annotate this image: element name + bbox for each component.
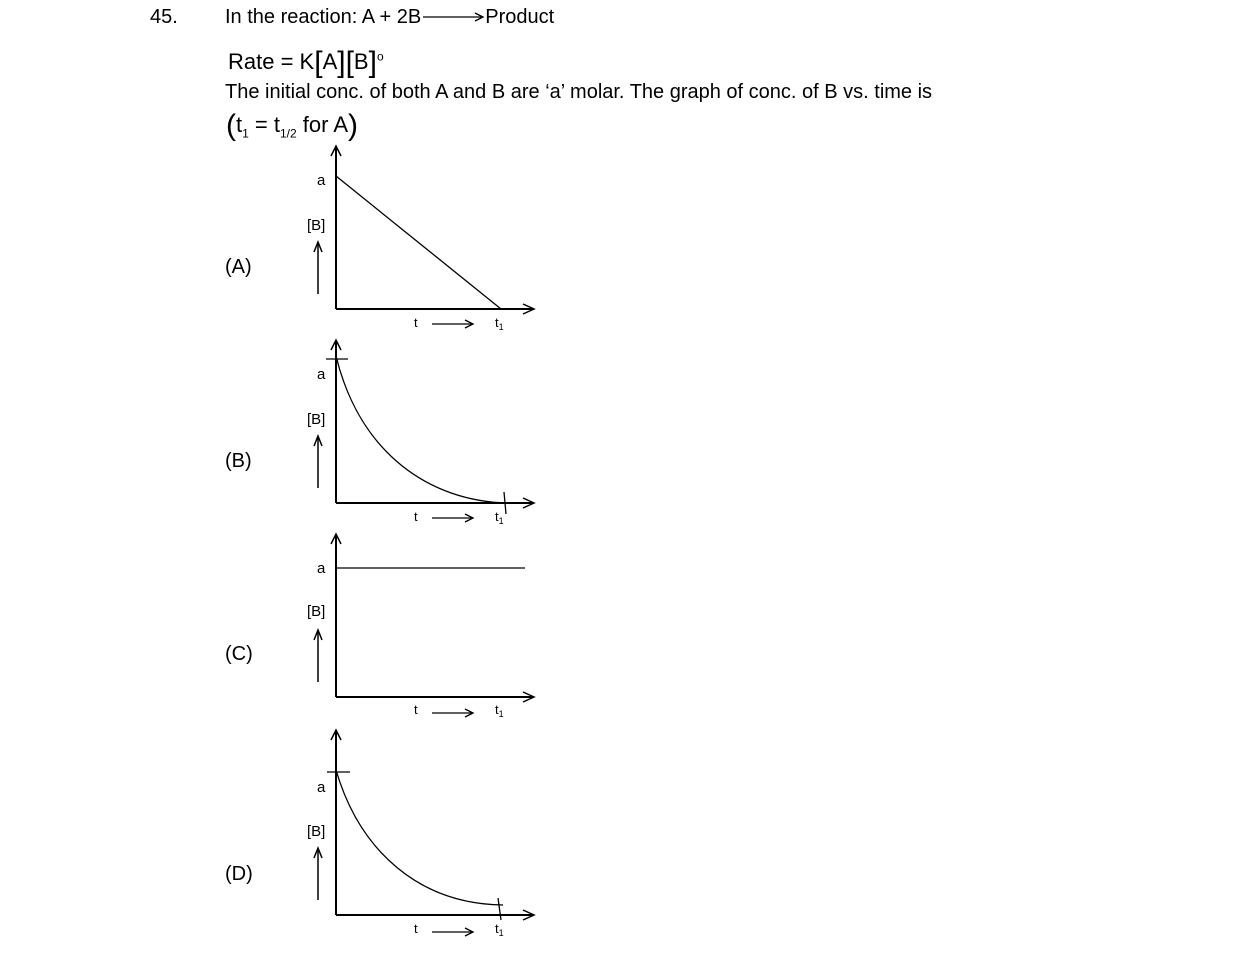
option-d-label: (D) bbox=[225, 863, 253, 885]
x-axis-label: t bbox=[414, 509, 418, 524]
reaction-intro: In the reaction: bbox=[225, 6, 362, 28]
reaction-arrow-icon bbox=[423, 11, 485, 23]
x-axis-label: t bbox=[414, 315, 418, 330]
option-c-label: (C) bbox=[225, 643, 253, 665]
question-condition: ($t_1 = t_{1/2}$ for A) bbox=[226, 109, 359, 142]
y-value-label: a bbox=[317, 560, 326, 577]
reaction-line bbox=[225, 6, 554, 29]
y-axis-label: [B] bbox=[307, 823, 326, 840]
condition-half-sub: 1/2 bbox=[280, 126, 297, 141]
reaction-rhs: Product bbox=[485, 6, 555, 28]
curve-exponential-decay-nonzero bbox=[336, 770, 503, 905]
x-axis-label: t bbox=[414, 921, 418, 936]
graph-d bbox=[295, 722, 545, 942]
x-axis-label: t bbox=[414, 702, 418, 717]
condition-t: t bbox=[236, 112, 243, 137]
y-value-label: a bbox=[317, 172, 326, 189]
condition-t-sub: 1 bbox=[242, 126, 249, 141]
t1-tick bbox=[498, 898, 501, 920]
condition-for: for A bbox=[296, 112, 349, 137]
rate-b: B bbox=[353, 49, 369, 74]
x-mark-label: $t_1$ bbox=[495, 921, 504, 938]
rate-law: Rate = $K[A][B]^o$ bbox=[228, 46, 384, 79]
question-number: 45. bbox=[150, 6, 178, 28]
x-mark-label: $t_1$ bbox=[495, 509, 504, 526]
y-value-label: a bbox=[317, 366, 326, 383]
x-mark-label: $t_1$ bbox=[495, 702, 504, 719]
option-a-label: (A) bbox=[225, 256, 252, 278]
reaction-lhs: A + 2B bbox=[361, 6, 422, 28]
graph-b bbox=[295, 334, 545, 534]
graph-a bbox=[295, 140, 545, 340]
option-b-label: (B) bbox=[225, 450, 252, 472]
rate-prefix: Rate = K bbox=[228, 49, 315, 74]
y-axis-label: [B] bbox=[307, 217, 326, 234]
y-value-label: a bbox=[317, 779, 326, 796]
rate-a: A bbox=[322, 49, 338, 74]
curve-linear-decrease bbox=[336, 176, 501, 309]
rate-order: o bbox=[376, 49, 384, 64]
graph-c bbox=[295, 528, 545, 728]
condition-eq: = t bbox=[248, 112, 280, 137]
x-mark-label: $t_1$ bbox=[495, 315, 504, 332]
y-axis-label: [B] bbox=[307, 411, 326, 428]
curve-exponential-decay bbox=[336, 356, 507, 503]
y-axis-label: [B] bbox=[307, 603, 326, 620]
question-statement: The initial conc. of both A and B are ‘a’ molar. The graph of conc. of B vs. time is bbox=[225, 81, 933, 103]
